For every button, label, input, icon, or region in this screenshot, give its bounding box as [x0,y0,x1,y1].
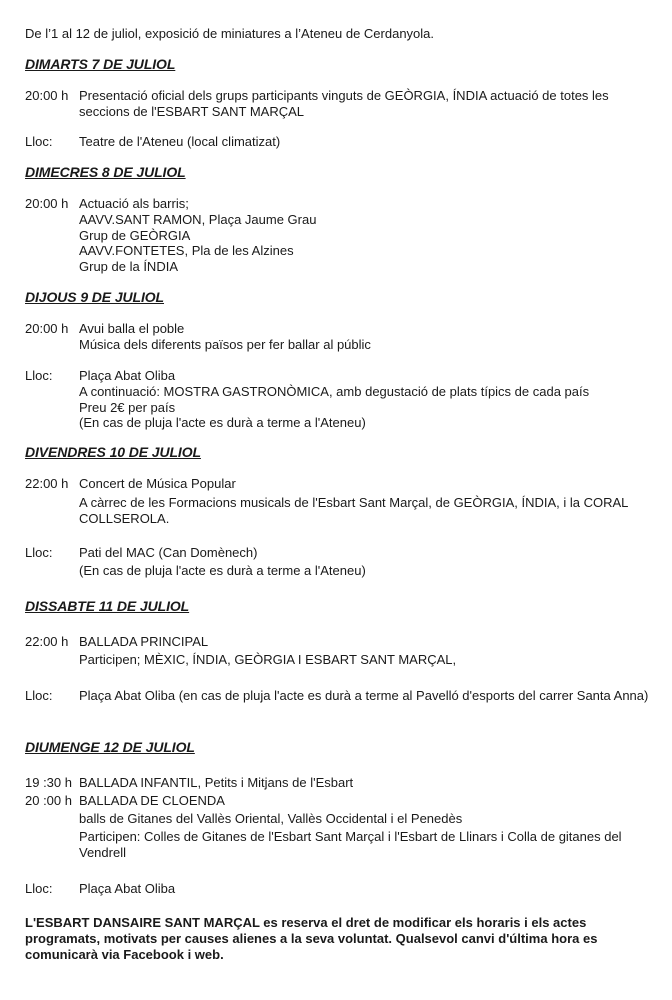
event-description: A càrrec de les Formacions musicals de l'Esbart Sant Marçal, de GEÒRGIA, ÍNDIA, i la CORAL COLLSEROLA. [79,495,628,526]
time-label: 19 :30 h [25,775,72,790]
time-label: 22:00 h [25,634,69,649]
place-text: Plaça Abat Oliba (en cas de pluja l'acte es durà a terme al Pavelló d'esports del carrer Santa Anna) [79,688,649,703]
event-line: balls de Gitanes del Vallès Oriental, Vallès Occidental i el Penedès [79,811,463,826]
place-label: Lloc: [25,368,53,383]
event-description: Presentació oficial dels grups participants vinguts de GEÒRGIA, ÍNDIA actuació de totes les seccions de l'ESBART SANT MARÇAL [79,88,609,119]
event-description: Participen: Colles de Gitanes de l'Esbart Sant Marçal i l'Esbart de Llinars i Colla de gitanes del Vendrell [79,829,622,860]
event-line: Avui balla el poble [79,321,185,336]
place-text: Plaça Abat Oliba [79,368,176,383]
disclaimer-text: L'ESBART DANSAIRE SANT MARÇAL es reserva el dret de modificar els horaris i els actes programats, motivats per causes alienes a la seva voluntat. Qualsevol canvi d'última hora es comunicarà via Facebook i web. [25,915,598,962]
event-line: Grup de GEÒRGIA [79,228,191,243]
place-label: Lloc: [25,881,53,896]
day-heading-dijous: DIJOUS 9 DE JULIOL [25,289,165,305]
day-heading-diumenge: DIUMENGE 12 DE JULIOL [25,739,195,755]
event-line: Participen; MÈXIC, ÍNDIA, GEÒRGIA I ESBART SANT MARÇAL, [79,652,457,667]
place-text: Plaça Abat Oliba [79,881,176,896]
time-label: 20:00 h [25,88,69,103]
event-line: Música dels diferents països per fer ballar al públic [79,337,371,352]
place-label: Lloc: [25,688,53,703]
time-label: 20 :00 h [25,793,72,808]
day-heading-dimecres: DIMECRES 8 DE JULIOL [25,164,186,180]
event-line: AAVV.FONTETES, Pla de les Alzines [79,243,294,258]
event-line: AAVV.SANT RAMON, Plaça Jaume Grau [79,212,317,227]
day-heading-dimarts: DIMARTS 7 DE JULIOL [25,56,176,72]
time-label: 20:00 h [25,321,69,336]
event-line: BALLADA INFANTIL, Petits i Mitjans de l'Esbart [79,775,354,790]
event-line: (En cas de pluja l'acte es durà a terme a l'Ateneu) [79,415,366,430]
place-label: Lloc: [25,545,53,560]
place-text: Teatre de l'Ateneu (local climatizat) [79,134,281,149]
event-line: Concert de Música Popular [79,476,236,491]
event-line: (En cas de pluja l'acte es durà a terme a l'Ateneu) [79,563,366,578]
place-label: Lloc: [25,134,53,149]
place-text: Pati del MAC (Can Domènech) [79,545,258,560]
day-heading-dissabte: DISSABTE 11 DE JULIOL [25,598,190,614]
event-line: Preu 2€ per país [79,400,176,415]
event-line: BALLADA PRINCIPAL [79,634,209,649]
intro-text: De l’1 al 12 de juliol, exposició de miniatures a l’Ateneu de Cerdanyola. [25,26,435,41]
event-line: A continuació: MOSTRA GASTRONÒMICA, amb degustació de plats típics de cada país [79,384,590,399]
event-line: Actuació als barris; [79,196,189,211]
day-heading-divendres: DIVENDRES 10 DE JULIOL [25,444,201,460]
event-line: BALLADA DE CLOENDA [79,793,225,808]
time-label: 20:00 h [25,196,69,211]
time-label: 22:00 h [25,476,69,491]
event-line: Grup de la ÍNDIA [79,259,178,274]
